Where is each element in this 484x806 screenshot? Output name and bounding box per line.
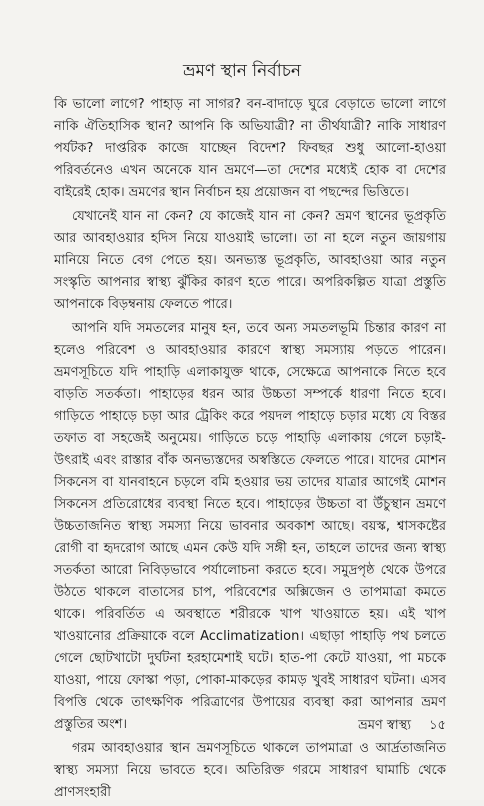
paragraph-3: আপনি যদি সমতলের মানুষ হন, তবে অন্য সমতলভূমি চিন্তার কারণ না হলেও পরিবেশ ও আবহাওয়ার কারণে স্বাস্থ্য সমস্যায় পড়তে পারেন। ভ্রমণসূচিতে যদি পাহাড়ি এলাকাযুক্ত থাকে, সেক্ষেত্রে আপনাকে নিতে হবে বাড়তি সতর্কতা। পাহাড়ের ধরন আর উচ্চতা সম্পর্কে ধারণা নিতে হবে। গাড়িতে পাহাড়ে চড়া আর ট্রেকিং করে পয়দল পাহাড়ে চড়ার মধ্যে যে বিস্তর তফাত বা সহজেই অনুমেয়। গাড়িতে চড়ে পাহাড়ি এলাকায় গেলে চড়াই-উৎরাই এবং রাস্তার বাঁক অনভ্যস্তদের অস্বস্তিতে ফেলতে পারে। যাদের মোশন সিকনেস বা যানবাহনে চড়লে বমি হওয়ার ভয় তাদের যাত্রার আগেই মোশন সিকনেস প্রতিরোধের ব্যবস্থা নিতে হবে। পাহাড়ের উচ্চতা বা উঁচুস্থান ভ্রমণে উচ্চতাজনিত স্বাস্থ্য সমস্যা নিয়ে ভাবনার অবকাশ আছে। বয়স্ক, শ্বাসকষ্টের রোগী বা হৃদরোগ আছে এমন কেউ যদি সঙ্গী হন, তাহলে তাদের জন্য স্বাস্থ্য সতর্কতা আরো নিবিড়ভাবে পর্যালোচনা করতে হবে। সমুদ্রপৃষ্ঠ থেকে উপরে উঠতে থাকলে বাতাসের চাপ, পরিবেশের অক্সিজেন ও তাপমাত্রা কমতে থাকে। পরিবর্তিত এ অবস্থাতে শরীরকে খাপ খাওয়াতে হয়। এই খাপ খাওয়ানোর প্রক্রিয়াকে বলে Acclimatization। এছাড়া পাহাড়ি পথ চলতে গেলে ছোটখাটো দুর্ঘটনা হরহামেশাই ঘটে। হাত-পা কেটে যাওয়া, পা মচকে যাওয়া, পায়ে ফোস্কা পড়া, পোকা-মাকড়ের কামড় খুবই সাধারণ ঘটনা। এসব বিপত্তি থেকে তাৎক্ষণিক পরিত্রাণের উপায়ের ব্যবস্থা করা আপনার ভ্রমণ প্রস্তুতির অংশ। bbox=[54, 321, 446, 732]
page-number: ১৫ bbox=[429, 718, 446, 733]
body-text bbox=[54, 94, 446, 806]
paragraph-1: কি ভালো লাগে? পাহাড় না সাগর? বন-বাদাড়ে ঘুরে বেড়াতে ভালো লাগে নাকি ঐতিহাসিক স্থান? আপনি কি অভিযাত্রী? না তীর্থযাত্রী? নাকি সাধারণ পর্যটক? দাপ্তরিক কাজে যাচ্ছেন বিদেশ? ফিবছর শুধু আলো-হাওয়া পরিবর্তনেও এখন অনেকে যান ভ্রমণে—তা দেশের মধ্যেই হোক বা দেশের বাইরেই হোক। ভ্রমণের স্থান নির্বাচন হয় প্রয়োজন বা পছন্দের ভিত্তিতে। bbox=[54, 97, 446, 200]
page-footer bbox=[358, 716, 446, 736]
page-title: ভ্রমণ স্থান নির্বাচন bbox=[182, 61, 302, 81]
paragraph-2: যেখানেই যান না কেন? যে কাজেই যান না কেন? ভ্রমণ স্থানের ভূপ্রকৃতি আর আবহাওয়ার হদিস নিয়ে যাওয়াই ভালো। তা না হলে নতুন জায়গায় মানিয়ে নিতে বেগ পেতে হয়। অনভ্যস্ত ভূপ্রকৃতি, আবহাওয়া আর নতুন সংস্কৃতি আপনার স্বাস্থ্য ঝুঁকির কারণ হতে পারে। অপরিকল্পিত যাত্রা প্রস্তুতি আপনাকে বিড়ম্বনায় ফেলতে পারে। bbox=[54, 209, 446, 312]
running-title: ভ্রমণ স্বাস্থ্য bbox=[358, 718, 411, 733]
paragraph-4: গরম আবহাওয়ার স্থান ভ্রমণসূচিতে থাকলে তাপমাত্রা ও আর্দ্রতাজনিত স্বাস্থ্য সমস্যা নিয়ে ভাবতে হবে। অতিরিক্ত গরমে সাধারণ ঘামাচি থেকে প্রাণসংহারী bbox=[54, 741, 446, 800]
